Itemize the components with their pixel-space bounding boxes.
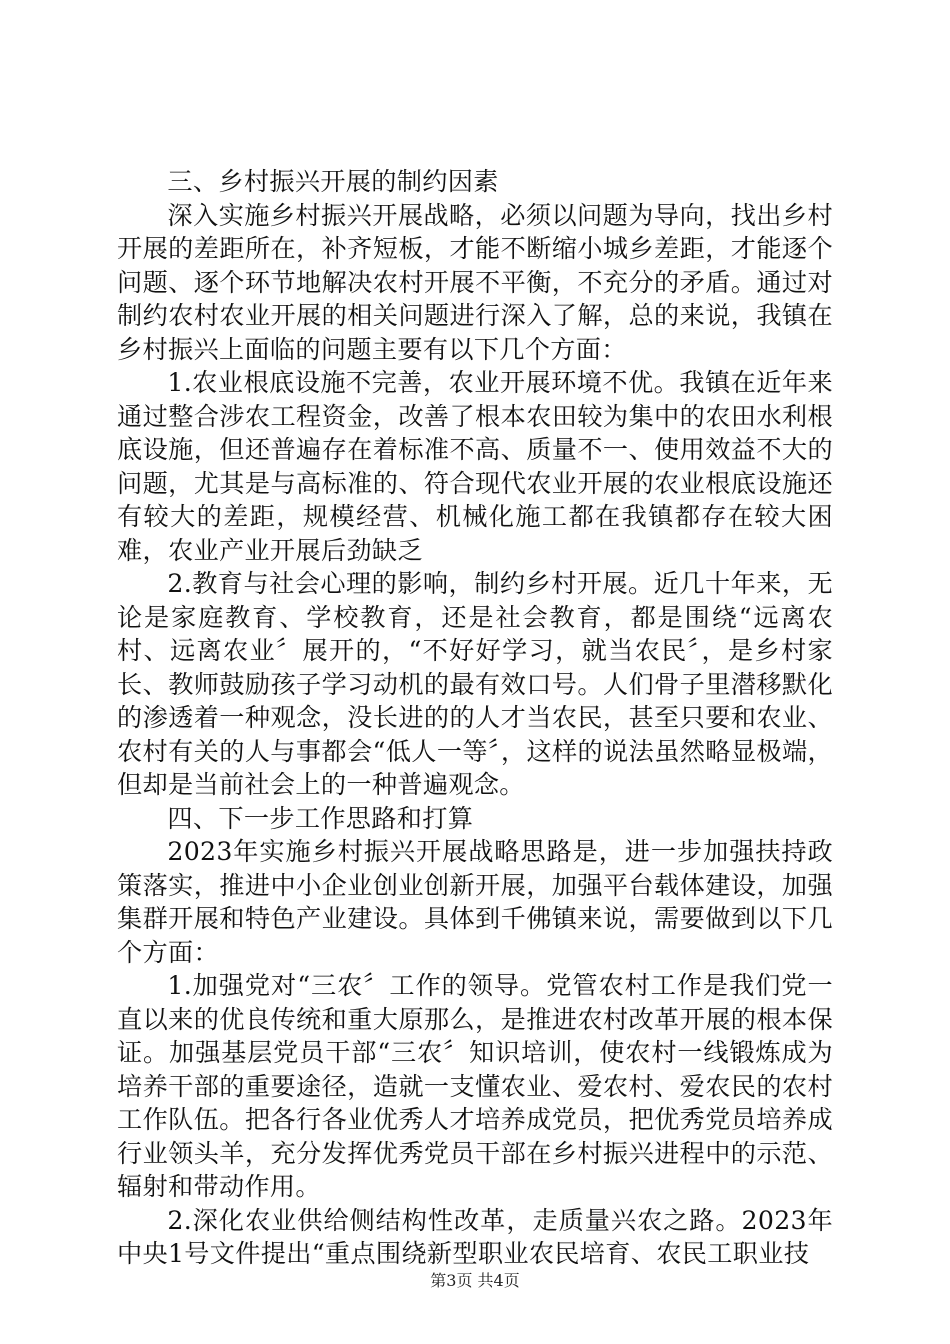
page-number-footer: 第3页 共4页 (430, 1271, 520, 1290)
document-body (117, 165, 833, 1271)
section3-item2-paragraph: 2.教育与社会心理的影响，制约乡村开展。近几十年来，无论是家庭教育、学校教育，还是社会教育，都是围绕“远离农村、远离农业〞展开的，“不好好学习，就当农民〞，是乡村家长、教师鼓励孩子学习动机的最有效口号。人们骨子里潜移默化的渗透着一种观念，没长进的的人才当农民，甚至只要和农业、农村有关的人与事都会“低人一等〞，这样的说法虽然略显极端，但却是当前社会上的一种普遍观念。 (117, 569, 833, 799)
section3-item1-paragraph: 1.农业根底设施不完善，农业开展环境不优。我镇在近年来通过整合涉农工程资金，改善了根本农田较为集中的农田水利根底设施，但还普遍存在着标准不高、质量不一、使用效益不大的问题，尤其是与高标准的、符合现代农业开展的农业根底设施还有较大的差距，规模经营、机械化施工都在我镇都存在较大困难，农业产业开展后劲缺乏 (117, 368, 833, 565)
section4-item1-paragraph: 1.加强党对“三农〞工作的领导。党管农村工作是我们党一直以来的优良传统和重大原那么，是推进农村改革开展的根本保证。加强基层党员干部“三农〞知识培训，使农村一线锻炼成为培养干部的重要途径，造就一支懂农业、爱农村、爱农民的农村工作队伍。把各行各业优秀人才培养成党员，把优秀党员培养成行业领头羊，充分发挥优秀党员干部在乡村振兴进程中的示范、辐射和带动作用。 (117, 971, 833, 1201)
section3-intro-paragraph: 深入实施乡村振兴开展战略，必须以问题为导向，找出乡村开展的差距所在，补齐短板，才能不断缩小城乡差距，才能逐个问题、逐个环节地解决农村开展不平衡，不充分的矛盾。通过对制约农村农业开展的相关问题进行深入了解，总的来说，我镇在乡村振兴上面临的问题主要有以下几个方面： (117, 200, 833, 364)
section4-item2-paragraph: 2.深化农业供给侧结构性改革，走质量兴农之路。2023年中央1号文件提出“重点围绕新型职业农民培育、农民工职业技 (117, 1205, 833, 1268)
section4-intro-paragraph: 2023年实施乡村振兴开展战略思路是，进一步加强扶持政策落实，推进中小企业创业创新开展，加强平台载体建设，加强集群开展和特色产业建设。具体到千佛镇来说，需要做到以下几个方面： (117, 837, 833, 967)
section3-heading: 三、乡村振兴开展的制约因素 (167, 167, 499, 196)
section4-heading: 四、下一步工作思路和打算 (167, 803, 474, 833)
